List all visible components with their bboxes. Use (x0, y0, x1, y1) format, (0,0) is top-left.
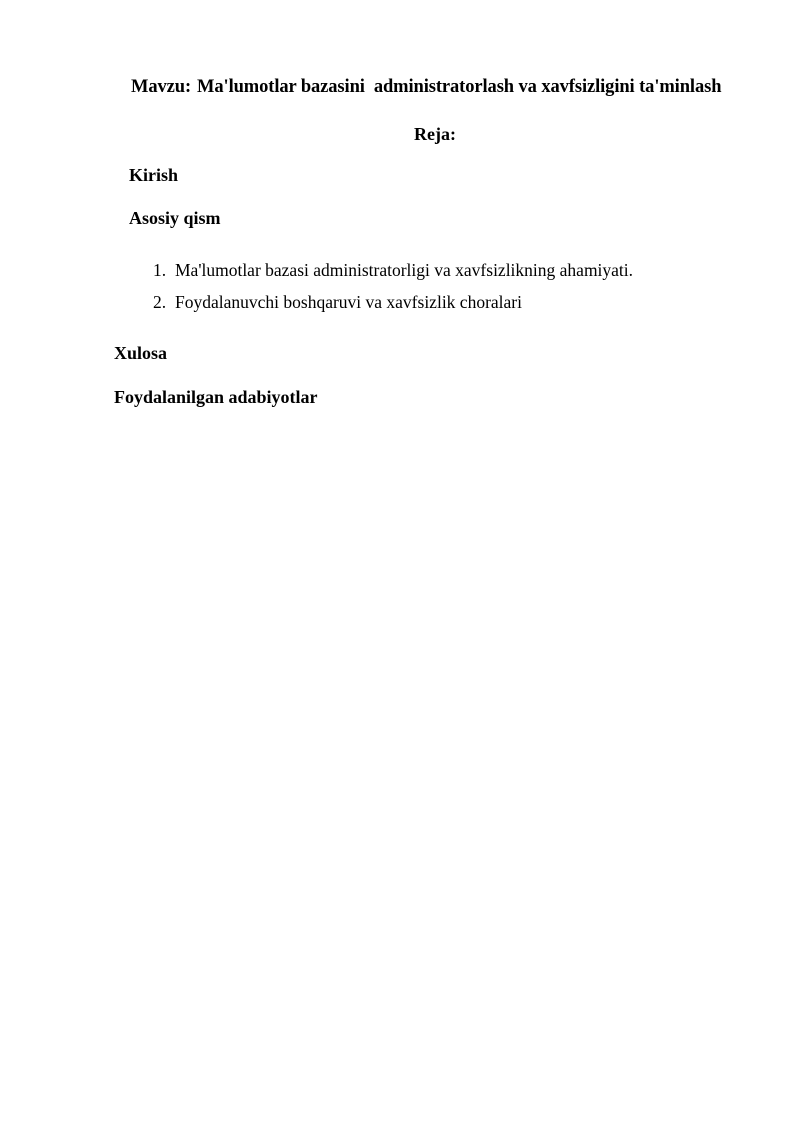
section-introduction: Kirish (129, 165, 179, 185)
document-title (131, 76, 721, 98)
topic-title: Ma'lumotlar bazasini administratorlash va xavfsizligini ta'minlash (197, 77, 722, 97)
list-item (153, 291, 522, 313)
topic-prefix: Mavzu: (131, 77, 192, 97)
list-item-text: Ma'lumotlar bazasi administratorligi va xavfsizlikning ahamiyati. (175, 260, 634, 280)
plan-heading: Reja: (414, 124, 456, 144)
list-item (153, 259, 633, 281)
list-item-number: 1. (153, 260, 167, 280)
section-references: Foydalanilgan adabiyotlar (114, 387, 318, 407)
section-main-part: Asosiy qism (129, 208, 221, 228)
list-item-number: 2. (153, 292, 167, 312)
list-item-text: Foydalanuvchi boshqaruvi va xavfsizlik choralari (175, 292, 522, 312)
section-conclusion: Xulosa (114, 343, 168, 363)
